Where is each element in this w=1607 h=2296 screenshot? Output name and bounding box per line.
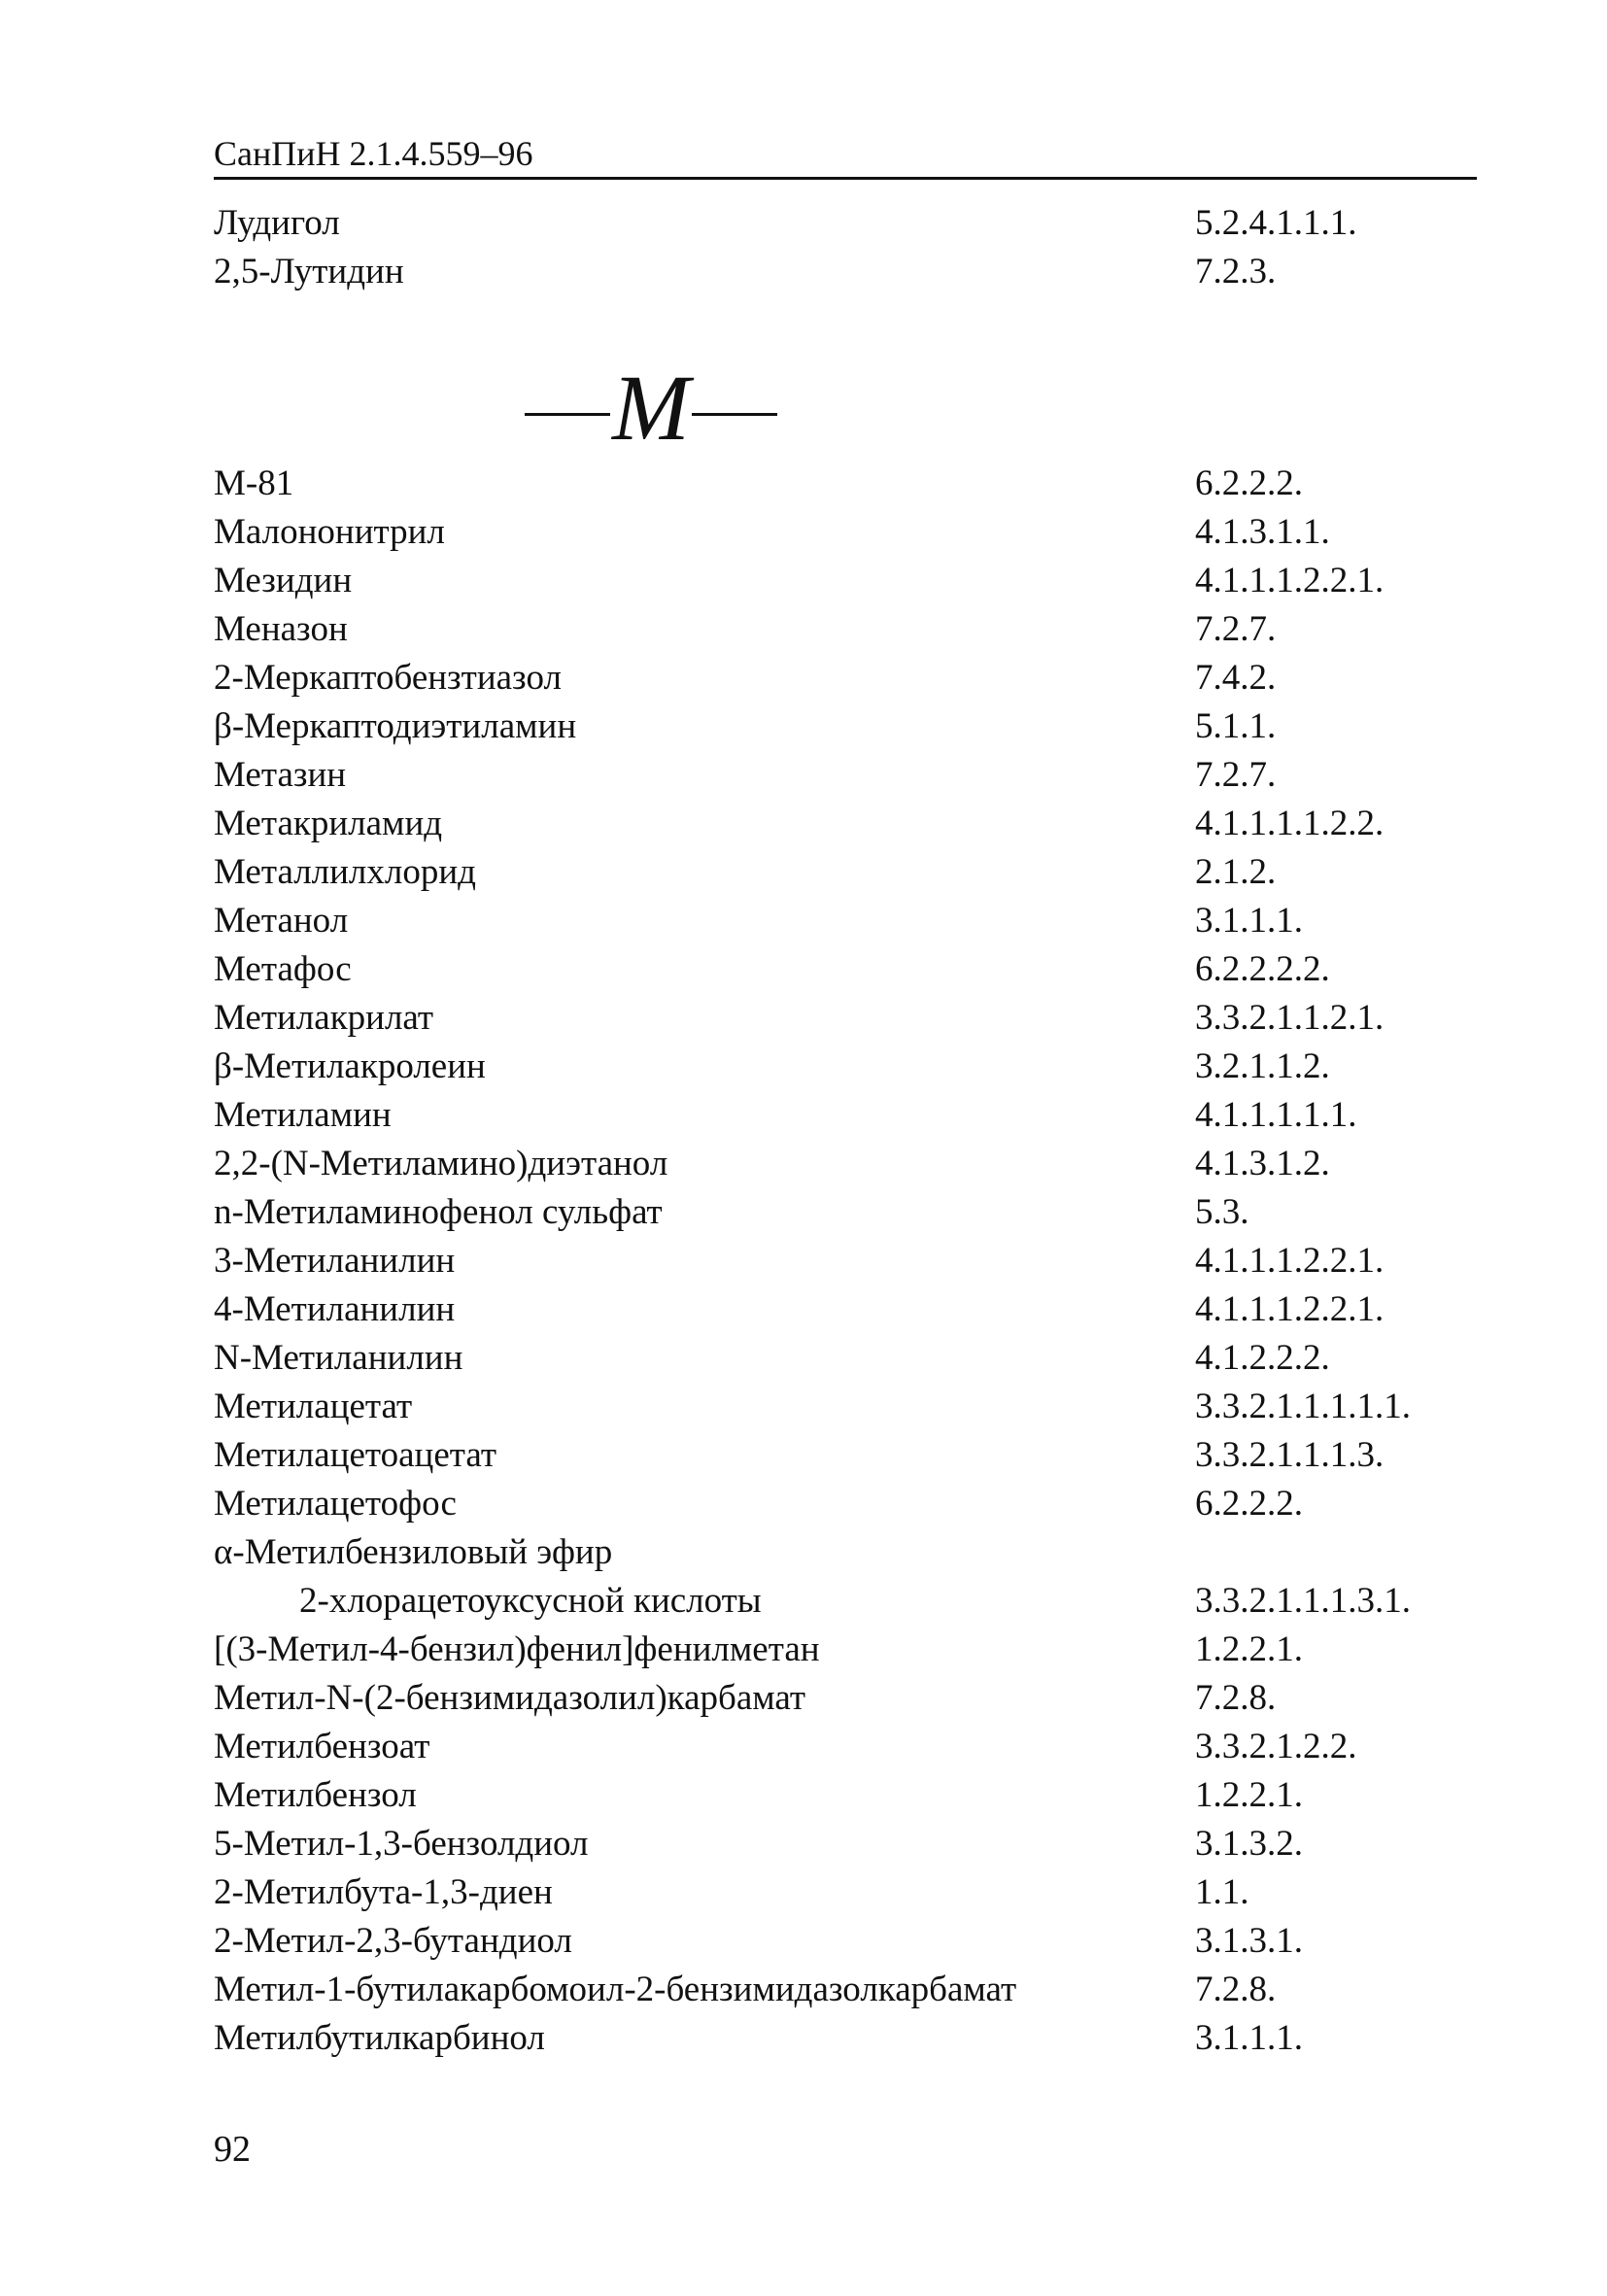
index-entry (214, 945, 1477, 994)
entry-ref: 7.2.8. (1195, 1678, 1277, 1718)
index-entry-continuation (214, 1577, 1477, 1626)
entry-name: Метилакрилат (214, 998, 434, 1038)
entry-name: 2-Метил-2,3-бутандиол (214, 1921, 572, 1961)
entry-ref: 3.3.2.1.2.2. (1195, 1727, 1357, 1766)
index-entry (214, 654, 1477, 703)
index-entry (214, 703, 1477, 751)
index-entry (214, 848, 1477, 897)
index-entry (214, 557, 1477, 605)
index-entry (214, 751, 1477, 800)
index-entry (214, 508, 1477, 557)
entry-name: Лудигол (214, 203, 340, 243)
entry-name: 2-Меркаптобензтиазол (214, 658, 562, 698)
entry-name: 2,2-(N-Метиламино)диэтанол (214, 1144, 668, 1183)
entry-name: [(3-Метил-4-бензил)фенил]фенилметан (214, 1629, 820, 1669)
entry-ref: 3.3.2.1.1.1.3. (1195, 1435, 1385, 1475)
index-entry (214, 1820, 1477, 1868)
entry-name: Металлилхлорид (214, 852, 476, 892)
index-entry (214, 800, 1477, 848)
entry-name: α-Метилбензиловый эфир (214, 1532, 613, 1572)
entry-ref: 3.1.1.1. (1195, 901, 1303, 941)
entry-ref: 3.2.1.1.2. (1195, 1046, 1330, 1086)
index-entry (214, 1188, 1477, 1237)
entry-ref: 4.1.1.1.2.2.1. (1195, 1241, 1385, 1281)
entry-name: М-81 (214, 463, 294, 503)
entry-ref: 1.1. (1195, 1872, 1249, 1912)
entry-ref: 6.2.2.2. (1195, 1484, 1303, 1524)
entry-name: N-Метиланилин (214, 1338, 463, 1378)
entry-ref: 4.1.3.1.1. (1195, 512, 1330, 552)
index-entry (214, 1043, 1477, 1091)
index-entry (214, 2014, 1477, 2063)
entry-ref: 7.4.2. (1195, 658, 1277, 698)
entry-name: β-Меркаптодиэтиламин (214, 706, 577, 746)
entry-ref: 3.3.2.1.1.2.1. (1195, 998, 1385, 1038)
entry-name: Меназон (214, 609, 348, 649)
section-letter: М (612, 356, 690, 460)
entry-name: Метиламин (214, 1095, 392, 1135)
index-entry (214, 1771, 1477, 1820)
index-entry (214, 1723, 1477, 1771)
entry-ref: 4.1.1.1.1.2.2. (1195, 804, 1385, 843)
entry-name: Метилбутилкарбинол (214, 2018, 545, 2058)
entry-ref: 1.2.2.1. (1195, 1775, 1303, 1815)
entry-ref: 1.2.2.1. (1195, 1629, 1303, 1669)
entry-ref: 4.1.2.2.2. (1195, 1338, 1330, 1378)
entry-name: 5-Метил-1,3-бензолдиол (214, 1824, 589, 1864)
section-letter-heading (525, 355, 797, 462)
entry-name: 2,5-Лутидин (214, 252, 404, 291)
entry-name: Метакриламид (214, 804, 443, 843)
entry-ref: 7.2.7. (1195, 755, 1277, 795)
entry-ref: 5.3. (1195, 1192, 1249, 1232)
entry-ref: 7.2.3. (1195, 252, 1277, 291)
index-entry (214, 605, 1477, 654)
document-code: СанПиН 2.1.4.559–96 (214, 134, 533, 173)
entry-ref: 5.2.4.1.1.1. (1195, 203, 1357, 243)
entry-name: Метилацетат (214, 1387, 413, 1426)
index-entry (214, 1091, 1477, 1140)
entry-name: Метилбензол (214, 1775, 417, 1815)
entry-name: Метилацетофос (214, 1484, 457, 1524)
index-entry (214, 1917, 1477, 1966)
index-entry (214, 994, 1477, 1043)
entry-name: 4-Метиланилин (214, 1289, 456, 1329)
index-entry (214, 1528, 1477, 1577)
entry-ref: 5.1.1. (1195, 706, 1277, 746)
entry-ref: 7.2.8. (1195, 1970, 1277, 2009)
entry-name: 2-Метилбута-1,3-диен (214, 1872, 553, 1912)
index-entry (214, 1285, 1477, 1334)
index-entry (214, 1140, 1477, 1188)
entry-name: β-Метилакролеин (214, 1046, 486, 1086)
index-entry (214, 1868, 1477, 1917)
entry-name: Метилбензоат (214, 1727, 430, 1766)
index-entry (214, 1674, 1477, 1723)
entry-name: 3-Метиланилин (214, 1241, 456, 1281)
index-entry (214, 1626, 1477, 1674)
entry-ref: 2.1.2. (1195, 852, 1277, 892)
entry-ref: 3.1.3.2. (1195, 1824, 1303, 1864)
entry-name: Малононитрил (214, 512, 445, 552)
entry-ref: 3.1.3.1. (1195, 1921, 1303, 1961)
entry-ref: 4.1.1.1.2.2.1. (1195, 1289, 1385, 1329)
entry-name: Метил-1-бутилакарбомоил-2-бензимидазолкарбамат (214, 1970, 1017, 2009)
index-entry (214, 1966, 1477, 2014)
index-entry (214, 1334, 1477, 1383)
entry-name-continuation: 2-хлорацетоуксусной кислоты (299, 1581, 762, 1621)
heading-dash-right (692, 413, 777, 416)
index-entry (214, 1431, 1477, 1480)
entry-ref: 6.2.2.2. (1195, 463, 1303, 503)
entry-ref: 3.3.2.1.1.1.3.1. (1195, 1581, 1411, 1621)
entry-ref: 3.3.2.1.1.1.1.1. (1195, 1387, 1411, 1426)
entry-name: Метазин (214, 755, 347, 795)
entry-ref: 7.2.7. (1195, 609, 1277, 649)
entry-name: Метафос (214, 949, 352, 989)
entry-name: Мезидин (214, 561, 353, 600)
entry-name: Метил-N-(2-бензимидазолил)карбамат (214, 1678, 806, 1718)
index-entry (214, 460, 1477, 508)
index-entry (214, 1237, 1477, 1285)
index-entry (214, 1383, 1477, 1431)
heading-dash-left (525, 413, 610, 416)
page-number: 92 (214, 2129, 251, 2170)
index-entry (214, 248, 1477, 296)
index-entry (214, 897, 1477, 945)
entry-ref: 6.2.2.2.2. (1195, 949, 1330, 989)
entry-name: Метилацетоацетат (214, 1435, 496, 1475)
entry-ref: 4.1.1.1.2.2.1. (1195, 561, 1385, 600)
entry-name: Метанол (214, 901, 349, 941)
entry-ref: 4.1.1.1.1.1. (1195, 1095, 1357, 1135)
entry-name: n-Метиламинофенол сульфат (214, 1192, 663, 1232)
entry-ref: 4.1.3.1.2. (1195, 1144, 1330, 1183)
entry-ref: 3.1.1.1. (1195, 2018, 1303, 2058)
index-entry (214, 1480, 1477, 1528)
index-entry (214, 199, 1477, 248)
running-header (214, 126, 1477, 180)
